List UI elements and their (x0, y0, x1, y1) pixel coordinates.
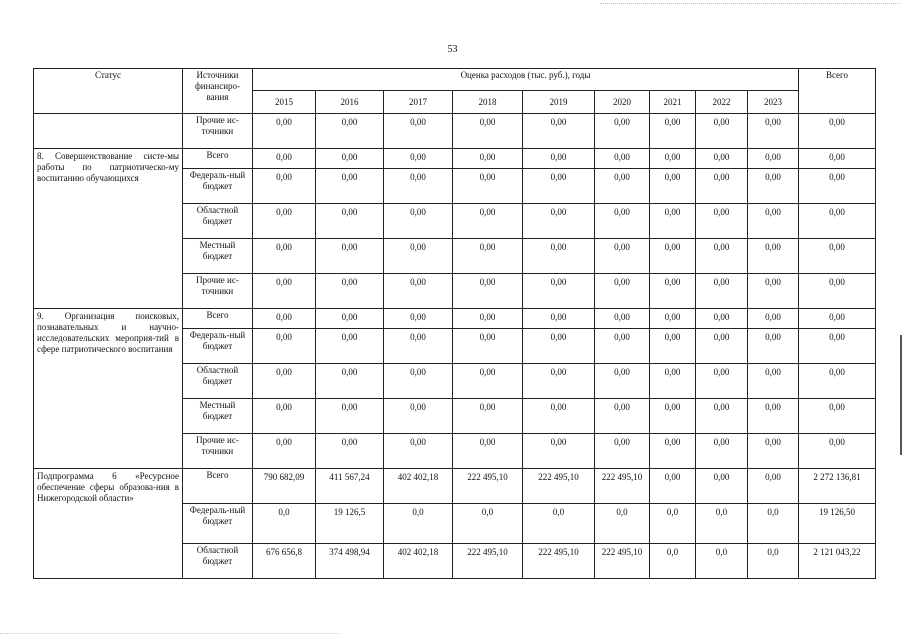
value-cell: 0,00 (253, 114, 316, 149)
value-cell: 0,00 (384, 274, 453, 309)
value-cell: 0,00 (650, 309, 696, 329)
value-cell: 0,00 (696, 364, 748, 399)
source-cell: Прочие ис-точники (183, 114, 253, 149)
value-cell: 0,00 (523, 239, 595, 274)
source-cell: Федераль-ный бюджет (183, 169, 253, 204)
value-cell: 411 567,24 (316, 469, 384, 504)
source-cell: Местный бюджет (183, 399, 253, 434)
value-cell: 0,00 (696, 309, 748, 329)
source-cell: Всего (183, 309, 253, 329)
value-cell: 0,00 (453, 204, 523, 239)
value-cell: 0,00 (316, 309, 384, 329)
scan-edge-mark (900, 335, 902, 455)
value-cell: 0,00 (316, 434, 384, 469)
value-cell: 0,00 (316, 114, 384, 149)
value-cell: 0,00 (696, 329, 748, 364)
year-header: 2023 (748, 91, 799, 114)
value-cell: 0,00 (384, 204, 453, 239)
source-cell: Федераль-ный бюджет (183, 504, 253, 544)
value-cell: 0,00 (595, 364, 650, 399)
scan-artifact-top (600, 3, 900, 4)
value-cell: 222 495,10 (523, 469, 595, 504)
value-cell: 0,00 (696, 434, 748, 469)
value-cell: 0,00 (384, 169, 453, 204)
value-cell: 0,00 (523, 274, 595, 309)
year-header: 2022 (696, 91, 748, 114)
value-cell: 0,00 (650, 149, 696, 169)
status-cell: Подпрограмма 6 «Ресурсное обеспечение сферы образова-ния в Нижегородской области» (34, 469, 183, 579)
value-cell: 0,00 (253, 364, 316, 399)
value-cell: 0,0 (253, 504, 316, 544)
value-cell: 0,00 (650, 399, 696, 434)
value-cell: 0,00 (595, 149, 650, 169)
value-cell: 0,00 (453, 399, 523, 434)
value-cell: 0,00 (595, 169, 650, 204)
value-cell: 0,00 (253, 399, 316, 434)
status-cell: 8. Совершенствование систе-мы работы по патриотическо-му воспитанию обучающихся (34, 149, 183, 309)
value-cell: 0,00 (453, 309, 523, 329)
source-cell: Всего (183, 469, 253, 504)
value-cell: 0,00 (595, 274, 650, 309)
value-cell: 0,00 (696, 149, 748, 169)
value-cell: 0,00 (650, 274, 696, 309)
value-cell: 0,00 (650, 364, 696, 399)
value-cell: 0,00 (316, 329, 384, 364)
value-cell: 0,00 (595, 309, 650, 329)
value-cell: 0,0 (523, 504, 595, 544)
total-cell: 0,00 (799, 364, 876, 399)
value-cell: 0,00 (696, 239, 748, 274)
value-cell: 676 656,8 (253, 544, 316, 579)
value-cell: 0,00 (384, 239, 453, 274)
value-cell: 0,00 (696, 204, 748, 239)
value-cell: 0,00 (650, 434, 696, 469)
value-cell: 402 402,18 (384, 469, 453, 504)
value-cell: 0,0 (384, 504, 453, 544)
total-cell: 0,00 (799, 149, 876, 169)
value-cell: 222 495,10 (523, 544, 595, 579)
value-cell: 0,00 (748, 399, 799, 434)
value-cell: 0,00 (595, 114, 650, 149)
total-cell: 0,00 (799, 434, 876, 469)
value-cell: 0,00 (453, 149, 523, 169)
value-cell: 0,00 (253, 329, 316, 364)
table-row (34, 149, 876, 169)
scan-artifact-bottom (0, 633, 340, 634)
page-number: 53 (447, 44, 458, 55)
value-cell: 0,00 (253, 239, 316, 274)
value-cell: 0,00 (453, 114, 523, 149)
value-cell: 0,00 (384, 114, 453, 149)
value-cell: 0,00 (316, 149, 384, 169)
value-cell: 0,0 (453, 504, 523, 544)
value-cell: 0,00 (316, 239, 384, 274)
value-cell: 0,00 (523, 364, 595, 399)
sources-header: Источники финансиро-вания (183, 69, 253, 114)
value-cell: 0,00 (696, 469, 748, 504)
value-cell: 0,00 (696, 399, 748, 434)
value-cell: 0,00 (650, 469, 696, 504)
total-cell: 0,00 (799, 204, 876, 239)
value-cell: 0,00 (384, 309, 453, 329)
value-cell: 0,0 (696, 504, 748, 544)
value-cell: 0,00 (453, 274, 523, 309)
header-row (34, 69, 876, 91)
value-cell: 0,00 (650, 204, 696, 239)
total-cell: 0,00 (799, 274, 876, 309)
value-cell: 0,00 (650, 329, 696, 364)
value-cell: 0,00 (253, 149, 316, 169)
value-cell: 790 682,09 (253, 469, 316, 504)
value-cell: 0,00 (748, 329, 799, 364)
value-cell: 0,00 (696, 169, 748, 204)
source-cell: Всего (183, 149, 253, 169)
value-cell: 19 126,5 (316, 504, 384, 544)
value-cell: 0,00 (650, 114, 696, 149)
value-cell: 0,00 (523, 149, 595, 169)
total-cell: 0,00 (799, 399, 876, 434)
value-cell: 0,00 (595, 239, 650, 274)
value-cell: 0,00 (523, 329, 595, 364)
total-cell: 0,00 (799, 239, 876, 274)
value-cell: 0,00 (748, 204, 799, 239)
value-cell: 374 498,94 (316, 544, 384, 579)
value-cell: 0,00 (384, 434, 453, 469)
value-cell: 0,00 (316, 274, 384, 309)
value-cell: 0,00 (748, 169, 799, 204)
value-cell: 0,0 (650, 544, 696, 579)
value-cell: 0,00 (316, 204, 384, 239)
year-header: 2020 (595, 91, 650, 114)
table-row (34, 469, 876, 504)
total-header: Всего (799, 69, 876, 114)
value-cell: 222 495,10 (453, 544, 523, 579)
table-row (34, 114, 876, 149)
source-cell: Областной бюджет (183, 544, 253, 579)
value-cell: 0,0 (748, 544, 799, 579)
value-cell: 0,00 (384, 399, 453, 434)
value-cell: 0,00 (453, 364, 523, 399)
source-cell: Федераль-ный бюджет (183, 329, 253, 364)
value-cell: 0,00 (384, 149, 453, 169)
value-cell: 0,00 (748, 114, 799, 149)
value-cell: 0,00 (523, 169, 595, 204)
value-cell: 0,0 (595, 504, 650, 544)
value-cell: 0,00 (384, 329, 453, 364)
value-cell: 222 495,10 (595, 469, 650, 504)
value-cell: 0,0 (650, 504, 696, 544)
value-cell: 0,00 (253, 274, 316, 309)
value-cell: 0,00 (748, 309, 799, 329)
value-cell: 0,00 (316, 169, 384, 204)
year-header: 2017 (384, 91, 453, 114)
value-cell: 0,00 (748, 364, 799, 399)
value-cell: 0,00 (253, 204, 316, 239)
source-cell: Прочие ис-точники (183, 434, 253, 469)
value-cell: 0,00 (595, 434, 650, 469)
source-cell: Прочие ис-точники (183, 274, 253, 309)
value-cell: 0,00 (453, 239, 523, 274)
value-cell: 0,00 (523, 399, 595, 434)
value-cell: 0,00 (696, 274, 748, 309)
value-cell: 0,00 (748, 149, 799, 169)
value-cell: 0,00 (253, 309, 316, 329)
value-cell: 0,00 (453, 434, 523, 469)
value-cell: 0,0 (696, 544, 748, 579)
value-cell: 0,00 (384, 364, 453, 399)
value-cell: 0,00 (595, 329, 650, 364)
source-cell: Областной бюджет (183, 204, 253, 239)
value-cell: 222 495,10 (595, 544, 650, 579)
year-header: 2016 (316, 91, 384, 114)
total-cell: 0,00 (799, 114, 876, 149)
total-cell: 19 126,50 (799, 504, 876, 544)
value-cell: 0,00 (748, 434, 799, 469)
value-cell: 0,00 (316, 364, 384, 399)
value-cell: 0,00 (523, 309, 595, 329)
value-cell: 0,00 (523, 114, 595, 149)
value-cell: 0,00 (748, 274, 799, 309)
value-cell: 0,00 (253, 434, 316, 469)
value-cell: 0,00 (523, 204, 595, 239)
value-cell: 0,00 (595, 399, 650, 434)
total-cell: 2 121 043,22 (799, 544, 876, 579)
year-header: 2021 (650, 91, 696, 114)
value-cell: 0,00 (595, 204, 650, 239)
total-cell: 2 272 136,81 (799, 469, 876, 504)
year-header: 2019 (523, 91, 595, 114)
total-cell: 0,00 (799, 169, 876, 204)
table-body (34, 114, 876, 579)
status-cell: 9. Организация поисковых, познавательных и научно-исследовательских мероприя-тий в сфере патриотического воспитания (34, 309, 183, 469)
source-cell: Областной бюджет (183, 364, 253, 399)
total-cell: 0,00 (799, 329, 876, 364)
status-header: Статус (34, 69, 183, 114)
value-cell: 402 402,18 (384, 544, 453, 579)
value-cell: 0,00 (650, 239, 696, 274)
value-cell: 0,00 (316, 399, 384, 434)
value-cell: 0,00 (523, 434, 595, 469)
source-cell: Местный бюджет (183, 239, 253, 274)
value-cell: 222 495,10 (453, 469, 523, 504)
estimate-header: Оценка расходов (тыс. руб.), годы (253, 69, 799, 91)
year-header: 2015 (253, 91, 316, 114)
value-cell: 0,00 (650, 169, 696, 204)
value-cell: 0,00 (748, 469, 799, 504)
value-cell: 0,00 (453, 169, 523, 204)
value-cell: 0,00 (696, 114, 748, 149)
year-header: 2018 (453, 91, 523, 114)
value-cell: 0,0 (748, 504, 799, 544)
budget-table (33, 68, 876, 579)
table-row (34, 309, 876, 329)
value-cell: 0,00 (453, 329, 523, 364)
value-cell: 0,00 (253, 169, 316, 204)
status-cell (34, 114, 183, 149)
total-cell: 0,00 (799, 309, 876, 329)
value-cell: 0,00 (748, 239, 799, 274)
